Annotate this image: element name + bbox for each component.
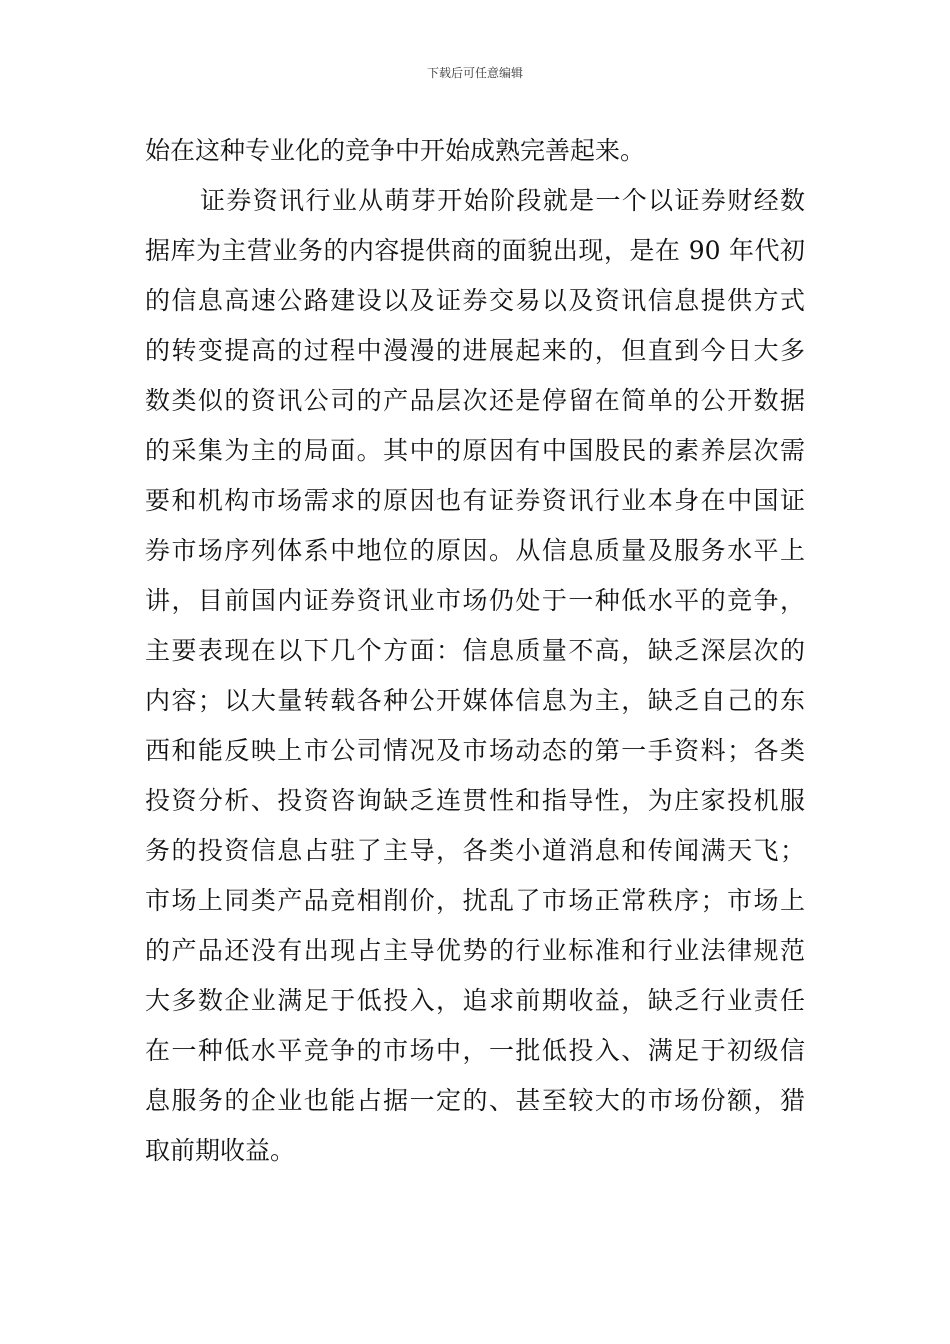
text-line: 的产品还没有出现占主导优势的行业标准和行业法律规范 xyxy=(145,936,805,965)
text-line: 投资分析、投资咨询缺乏连贯性和指导性，为庄家投机服 xyxy=(145,786,805,815)
text-line: 取前期收益。 xyxy=(145,1136,296,1165)
text-line: 主要表现在以下几个方面：信息质量不高，缺乏深层次的 xyxy=(145,636,805,665)
text-line: 始在这种专业化的竞争中开始成熟完善起来。 xyxy=(145,136,646,165)
page-header: 下载后可任意编辑 xyxy=(426,66,523,80)
paragraph-first-line: 证券资讯行业从萌芽开始阶段就是一个以证券财经数 xyxy=(200,186,805,215)
text-line: 的信息高速公路建设以及证券交易以及资讯信息提供方式 xyxy=(145,286,805,315)
text-line: 讲，目前国内证券资讯业市场仍处于一种低水平的竞争， xyxy=(145,586,805,615)
text-line: 务的投资信息占驻了主导，各类小道消息和传闻满天飞； xyxy=(145,836,805,865)
text-line: 大多数企业满足于低投入，追求前期收益，缺乏行业责任 xyxy=(145,986,805,1015)
document-body xyxy=(145,126,805,1176)
text-line: 西和能反映上市公司情况及市场动态的第一手资料；各类 xyxy=(145,736,805,765)
text-line: 数类似的资讯公司的产品层次还是停留在简单的公开数据 xyxy=(145,386,805,415)
text-line: 券市场序列体系中地位的原因。从信息质量及服务水平上 xyxy=(145,536,805,565)
text-line: 据库为主营业务的内容提供商的面貌出现，是在 90 年代初 xyxy=(145,236,805,265)
text-line: 在一种低水平竞争的市场中，一批低投入、满足于初级信 xyxy=(145,1036,805,1065)
text-line: 息服务的企业也能占据一定的、甚至较大的市场份额，猎 xyxy=(145,1086,805,1115)
text-line: 的采集为主的局面。其中的原因有中国股民的素养层次需 xyxy=(145,436,805,465)
text-line: 内容；以大量转载各种公开媒体信息为主，缺乏自己的东 xyxy=(145,686,805,715)
text-line: 的转变提高的过程中漫漫的进展起来的，但直到今日大多 xyxy=(145,336,805,365)
text-line: 要和机构市场需求的原因也有证券资讯行业本身在中国证 xyxy=(145,486,805,515)
text-line: 市场上同类产品竞相削价，扰乱了市场正常秩序；市场上 xyxy=(145,886,805,915)
